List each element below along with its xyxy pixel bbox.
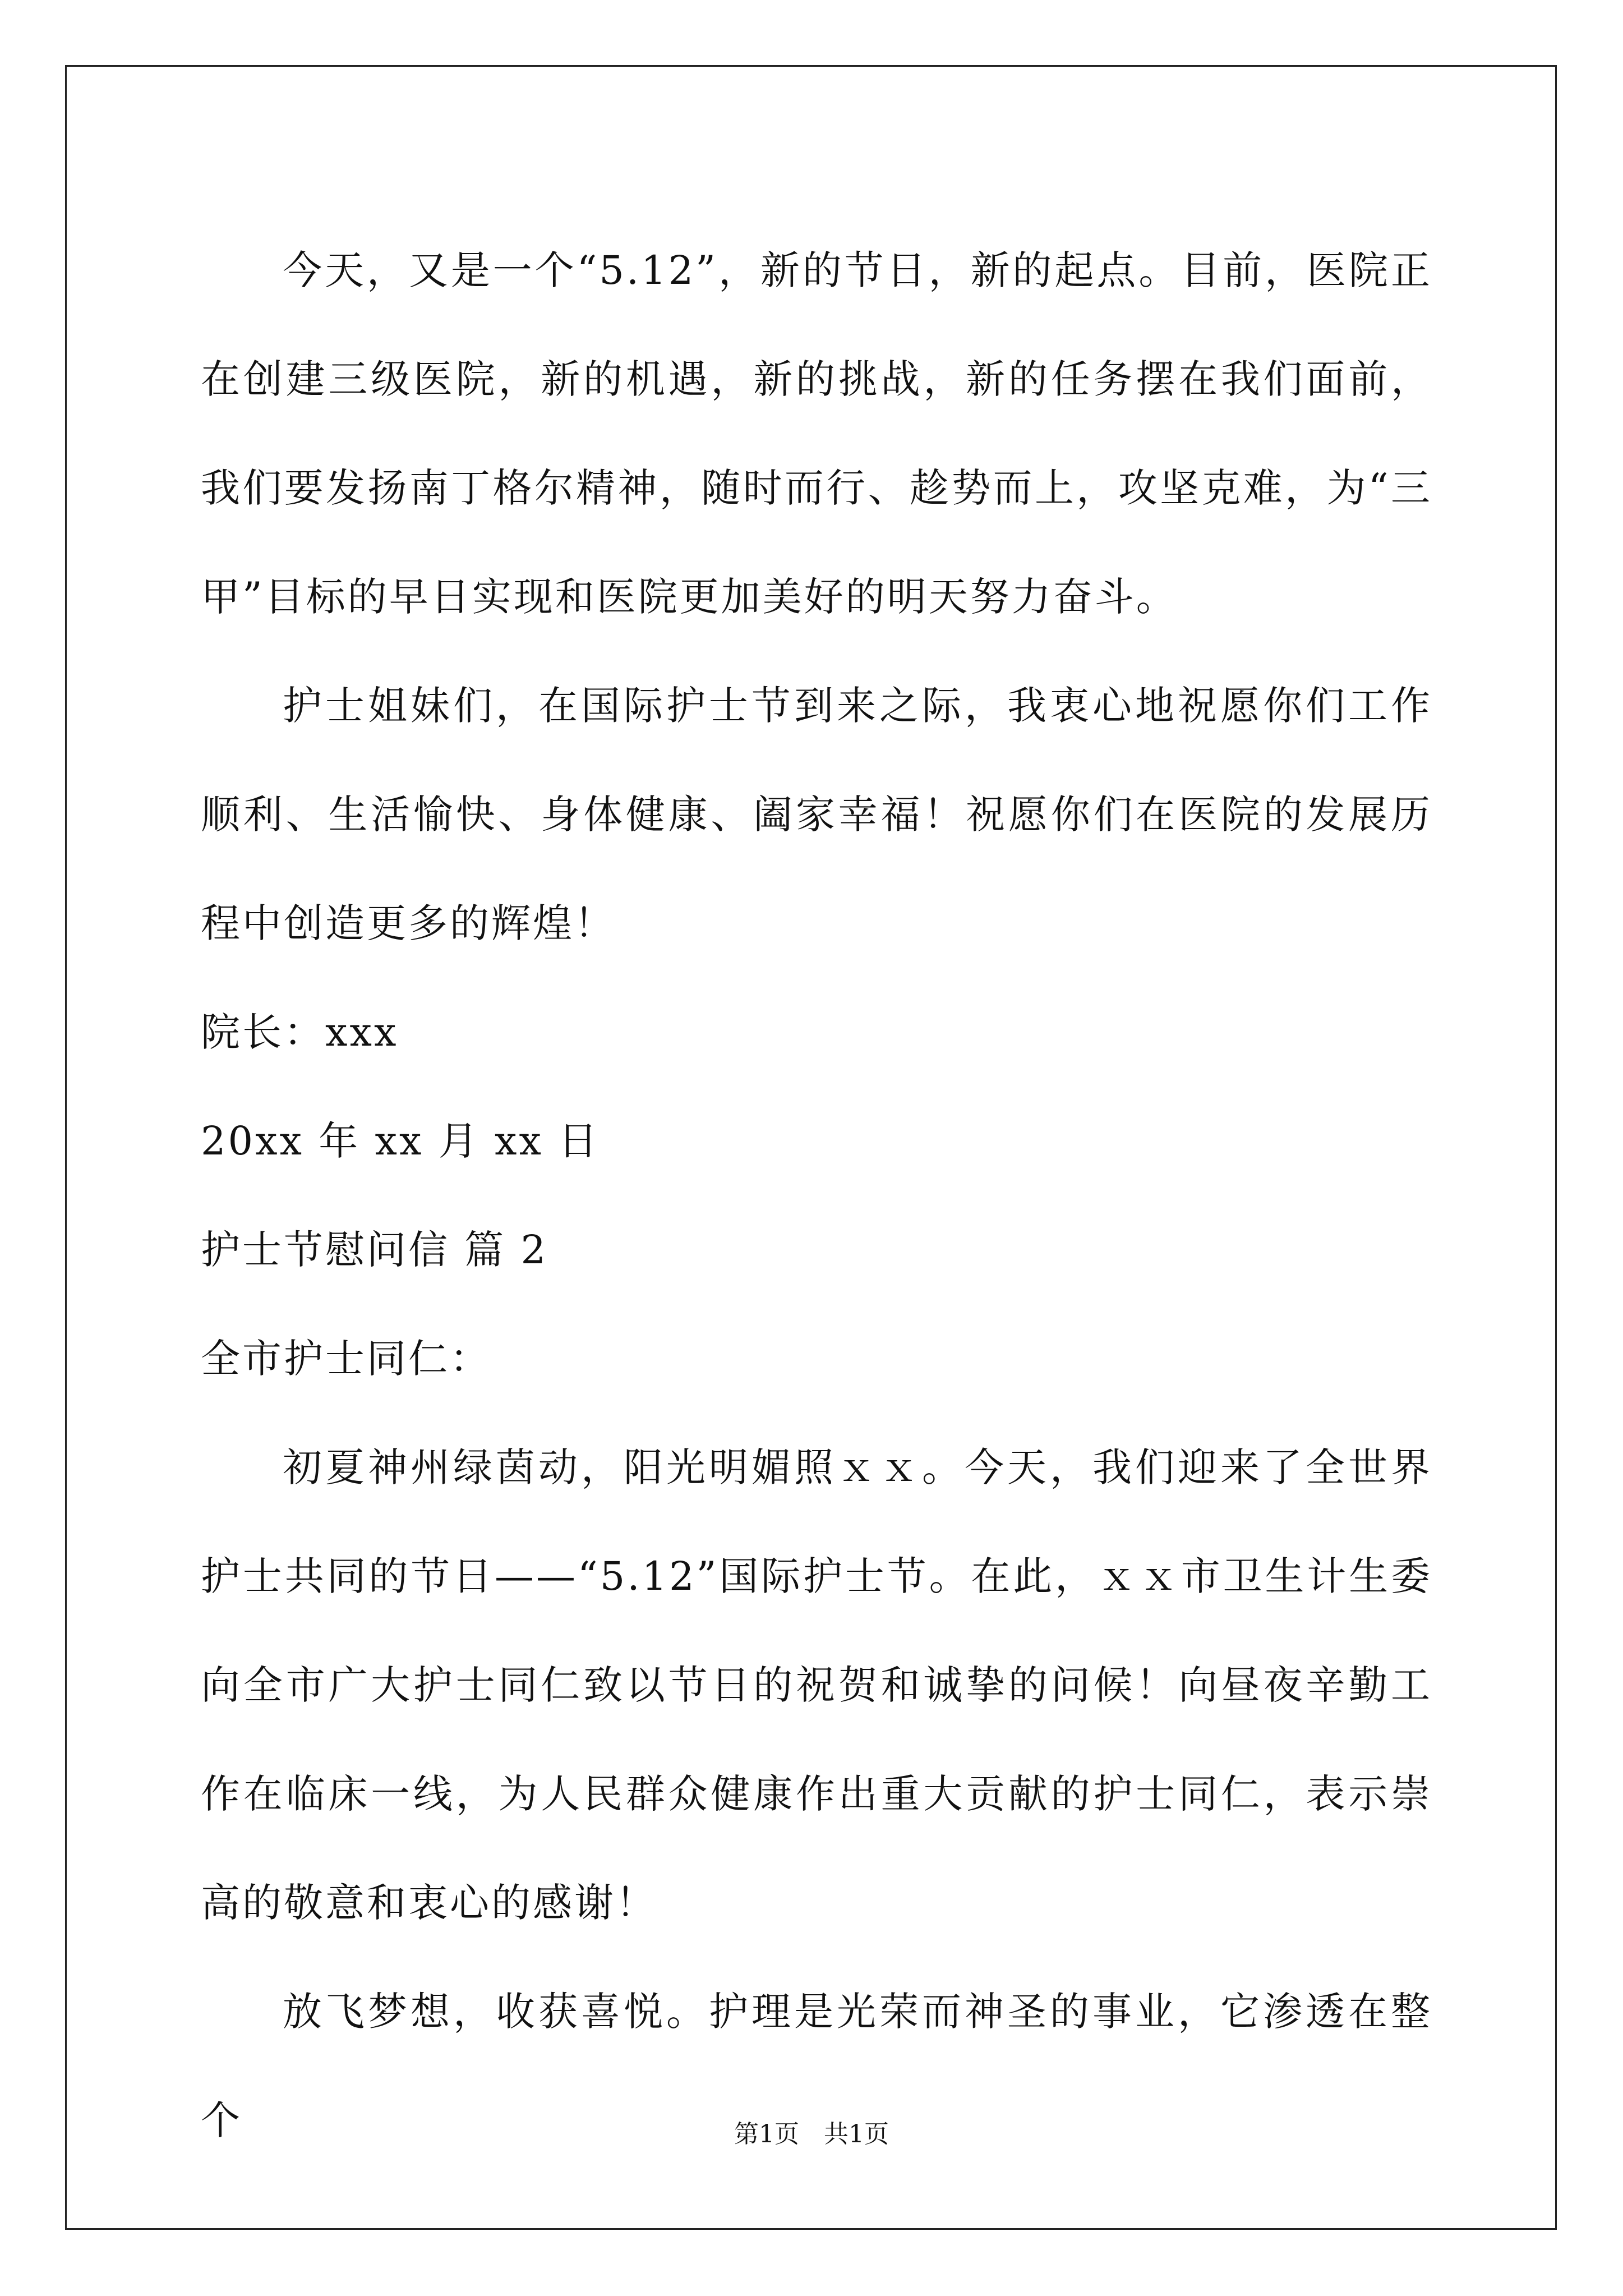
document-body [201, 216, 1432, 2175]
paragraph-festival-intro: 今天，又是一个“5.12”，新的节日，新的起点。目前，医院正在创建三级医院，新的机遇，新的挑战，新的任务摆在我们面前，我们要发扬南丁格尔精神，随时而行、趁势而上，攻坚克难，为“三甲”目标的早日实现和医院更加美好的明天努力奋斗。 [201, 247, 1432, 620]
salutation: 全市护士同仁： [201, 1336, 491, 1382]
paragraph-greeting: 初夏神州绿茵动，阳光明媚照ｘｘ。今天，我们迎来了全世界护士共同的节日——“5.12”国际护士节。在此，ｘｘ市卫生计生委向全市广大护士同仁致以节日的祝贺和诚挚的问候！向昼夜辛勤工作在临床一线，为人民群众健康作出重大贡献的护士同仁，表示崇高的敬意和衷心的感谢！ [201, 1444, 1432, 1926]
signature-director: 院长：xxx [201, 1009, 399, 1055]
page-footer: 第1页 共1页 [734, 2120, 889, 2148]
paragraph-dream: 放飞梦想，收获喜悦。护理是光荣而神圣的事业，它渗透在整个 [201, 1989, 1432, 2143]
section-title: 护士节慰问信 篇 2 [201, 1227, 548, 1273]
signature-date: 20xx 年 xx 月 xx 日 [201, 1118, 600, 1164]
paragraph-wishes: 护士姐妹们，在国际护士节到来之际，我衷心地祝愿你们工作顺利、生活愉快、身体健康、阖家幸福！祝愿你们在医院的发展历程中创造更多的辉煌！ [201, 683, 1432, 946]
